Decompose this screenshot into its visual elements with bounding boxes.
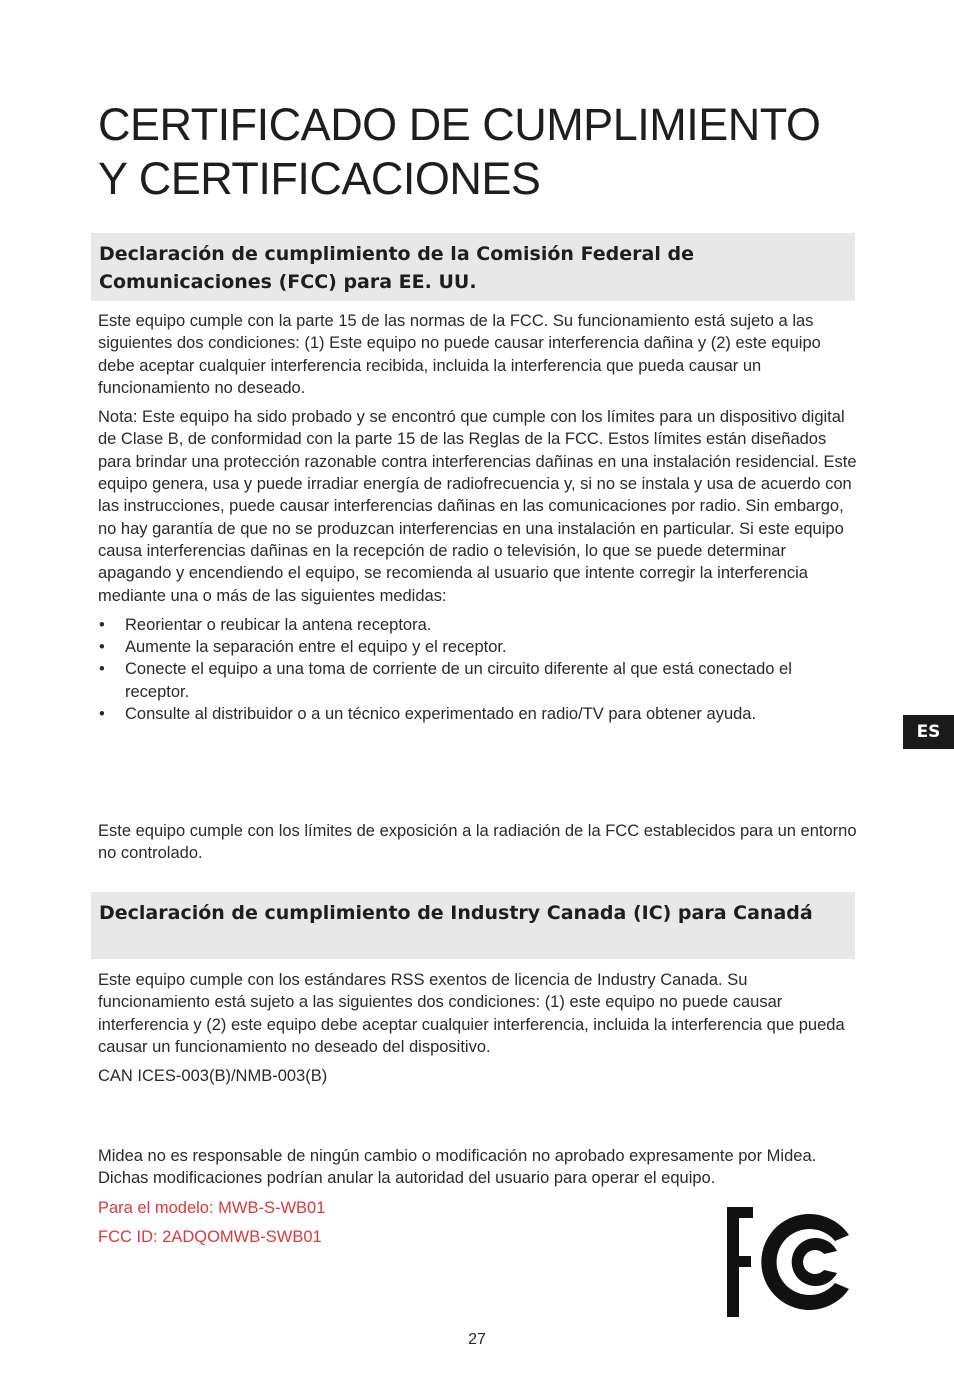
fcc-logo-inner-c-shape	[792, 1238, 837, 1286]
ic-heading-band	[91, 892, 855, 959]
ic-heading: Declaración de cumplimiento de Industry Canada (IC) para Canadá	[99, 902, 813, 924]
bullet-icon: •	[99, 615, 105, 634]
fcc-paragraph-3: Este equipo cumple con los límites de exposición a la radiación de la FCC establecidos para un entorno no controlado.	[98, 822, 857, 863]
fcc-logo-f-shape	[727, 1207, 753, 1317]
disclaimer-paragraph: Midea no es responsable de ningún cambio o modificación no aprobado expresamente por Midea. Dichas modificaciones podrían anular la autoridad del usuario para operar el equipo.	[98, 1147, 817, 1188]
list-item: • Aumente la separación entre el equipo y el receptor.	[98, 636, 858, 658]
fcc-measures-list	[98, 614, 858, 725]
fcc-heading: Declaración de cumplimiento de la Comisión Federal de Comunicaciones (FCC) para EE. UU.	[99, 243, 694, 293]
bullet-icon: •	[99, 638, 105, 657]
language-tab: ES	[903, 715, 954, 749]
list-item: • Conecte el equipo a una toma de corriente de un circuito diferente al que está conectado el receptor.	[99, 660, 792, 701]
page-title-line-1: CERTIFICADO DE CUMPLIMIENTO	[98, 99, 821, 150]
model-line: Para el modelo: MWB-S-WB01	[98, 1198, 326, 1217]
fcc-heading-band	[91, 233, 855, 301]
ic-section-body	[98, 969, 858, 1087]
page-title-line-2: Y CERTIFICACIONES	[98, 153, 541, 204]
bullet-icon: •	[99, 705, 105, 724]
fcc-id-line: FCC ID: 2ADQOMWB-SWB01	[98, 1227, 322, 1246]
ic-paragraph-1: Este equipo cumple con los estándares RSS exentos de licencia de Industry Canada. Su funcionamiento está sujeto a las siguientes dos condiciones: (1) este equipo no puede causar interferencia y (2) este equipo debe aceptar cualquier interferencia, incluida la interferencia que pueda causar un funcionamiento no deseado del dispositivo.	[98, 971, 845, 1056]
fcc-paragraph-1: Este equipo cumple con la parte 15 de las normas de la FCC. Su funcionamiento está sujeto a las siguientes dos condiciones: (1) Este equipo no puede causar interferencia dañina y (2) este equipo debe aceptar cualquier interferencia recibida, incluida la interferencia que pueda causar un funcionamiento no deseado.	[98, 312, 821, 397]
fcc-logo-outer-c-shape	[761, 1214, 849, 1310]
fcc-exposure-paragraph	[98, 820, 858, 865]
list-item: • Reorientar o reubicar la antena receptora.	[98, 614, 858, 636]
bullet-icon: •	[99, 660, 105, 679]
ic-paragraph-2: CAN ICES-003(B)/NMB-003(B)	[98, 1067, 328, 1086]
page-title	[98, 98, 898, 206]
fcc-paragraph-2: Nota: Este equipo ha sido probado y se encontró que cumple con los límites para un dispositivo digital de Clase B, de conformidad con la parte 15 de las Reglas de la FCC. Estos límites están diseñados para brindar una protección razonable contra interferencias dañinas en una instalación residencial. Este equipo genera, usa y puede irradiar energía de radiofrecuencia y, si no se instala y usa de acuerdo con las instrucciones, puede causar interferencias dañinas en las comunicaciones por radio. Sin embargo, no hay garantía de que no se produzcan interferencias en una instalación en particular. Si este equipo causa interferencias dañinas en la recepción de radio o televisión, lo que se puede determinar apagando y encendiendo el equipo, se recomienda al usuario que intente corregir la interferencia mediante una o más de las siguientes medidas:	[98, 408, 857, 605]
list-item: • Consulte al distribuidor o a un técnico experimentado en radio/TV para obtener ayuda.	[98, 703, 858, 725]
fcc-section-body	[98, 310, 858, 725]
page-number: 27	[468, 1331, 486, 1348]
fcc-logo-icon	[727, 1207, 855, 1317]
